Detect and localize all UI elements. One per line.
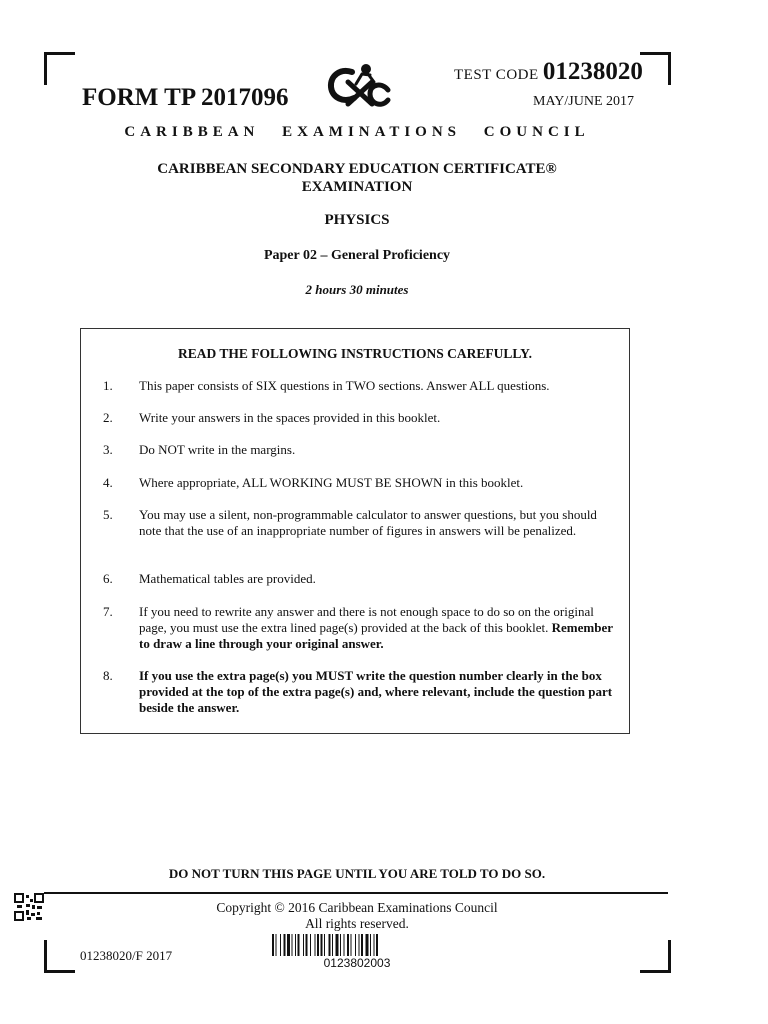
instruction-text: Do NOT write in the margins. (139, 442, 296, 457)
barcode-bar (272, 934, 274, 956)
exam-date: MAY/JUNE 2017 (533, 94, 634, 109)
instruction-number: 1. (103, 378, 113, 393)
test-code-number: 01238020 (542, 58, 643, 85)
barcode-bar (324, 934, 325, 956)
test-code (454, 58, 643, 86)
crop-mark-top-left (44, 52, 75, 85)
instruction-text: Mathematical tables are provided. (139, 571, 316, 586)
instruction-text-wrap (139, 604, 615, 652)
barcode-bar (374, 934, 375, 956)
certificate-title (0, 160, 714, 196)
instruction-emphasis: Remember to draw a line through your original answer. (139, 620, 613, 651)
barcode-bar (329, 934, 331, 956)
crop-mark-bottom-left (44, 940, 75, 973)
instruction-text: Write your answers in the spaces provided in this booklet. (139, 410, 441, 425)
barcode-bar (321, 934, 323, 956)
document-code: 01238020/F 2017 (80, 948, 173, 963)
barcode-bar (280, 934, 281, 956)
council-name: CARIBBEAN EXAMINATIONS COUNCIL (124, 124, 590, 140)
barcode-bar (347, 934, 349, 956)
barcode-bar (359, 934, 360, 956)
instruction-text: If you use the extra page(s) you MUST write the question number clearly in the box provided at the top of the extra page(s) and, where relevant, include the question part beside the answer. (139, 668, 613, 715)
barcode-bar (344, 934, 345, 956)
barcode-bar (366, 934, 369, 956)
certificate-line-1: CARIBBEAN SECONDARY EDUCATION CERTIFICATE® (157, 161, 557, 177)
barcode-bar (276, 934, 277, 956)
instruction-text: Where appropriate, ALL WORKING MUST BE SHOWN in this booklet. (139, 475, 524, 490)
do-not-turn-warning: DO NOT TURN THIS PAGE UNTIL YOU ARE TOLD TO DO SO. (168, 866, 546, 881)
barcode-bar (370, 934, 371, 956)
barcode-bar (298, 934, 300, 956)
barcode-bar (376, 934, 378, 956)
instruction-number: 3. (103, 442, 113, 457)
instruction-text: You may use a silent, non-programmable calculator to answer questions, but you should note that the use of an inappropriate number of figures in answers will be penalized. (139, 507, 597, 538)
barcode-bar (336, 934, 339, 956)
barcode-bar (292, 934, 293, 956)
barcode-bar (306, 934, 308, 956)
instruction-number: 5. (103, 507, 113, 522)
crop-mark-bottom-right (640, 940, 671, 973)
instructions-heading: READ THE FOLLOWING INSTRUCTIONS CAREFULLY. (178, 346, 532, 361)
paper-title: Paper 02 – General Proficiency (263, 248, 451, 263)
duration: 2 hours 30 minutes (305, 282, 409, 297)
instruction-number: 4. (103, 475, 113, 490)
cxc-logo-icon (326, 62, 392, 110)
barcode-bar (317, 934, 319, 956)
instruction-text: This paper consists of SIX questions in TWO sections. Answer ALL questions. (139, 378, 550, 393)
barcode-bar (310, 934, 311, 956)
barcode-bar (315, 934, 316, 956)
instruction-number: 7. (103, 604, 113, 619)
copyright (0, 900, 714, 932)
barcode-bar (303, 934, 304, 956)
barcode-bar (351, 934, 352, 956)
barcode-bar (332, 934, 333, 956)
instruction-number: 6. (103, 571, 113, 586)
copyright-line-2: All rights reserved. (305, 916, 409, 931)
instructions-box (80, 328, 630, 734)
barcode-bar (284, 934, 286, 956)
barcode-number: 0123802003 (323, 956, 391, 970)
instruction-text: If you need to rewrite any answer and there is not enough space to do so on the original page, you must use the extra lined page(s) provided at the back of this booklet. (139, 604, 594, 635)
barcode-bar (355, 934, 356, 956)
subject-title: PHYSICS (324, 212, 390, 228)
footer-rule (44, 892, 668, 894)
crop-mark-top-right (640, 52, 671, 85)
certificate-line-2: EXAMINATION (301, 179, 413, 195)
form-code: FORM TP 2017096 (82, 84, 289, 111)
instruction-number: 8. (103, 668, 113, 683)
barcode-bar (361, 934, 363, 956)
test-code-label: TEST CODE (454, 67, 539, 83)
instruction-number: 2. (103, 410, 113, 425)
barcode-bar (287, 934, 290, 956)
barcode-icon (272, 934, 440, 956)
barcode-bar (295, 934, 296, 956)
barcode-bar (340, 934, 341, 956)
copyright-line-1: Copyright © 2016 Caribbean Examinations Council (216, 900, 498, 915)
